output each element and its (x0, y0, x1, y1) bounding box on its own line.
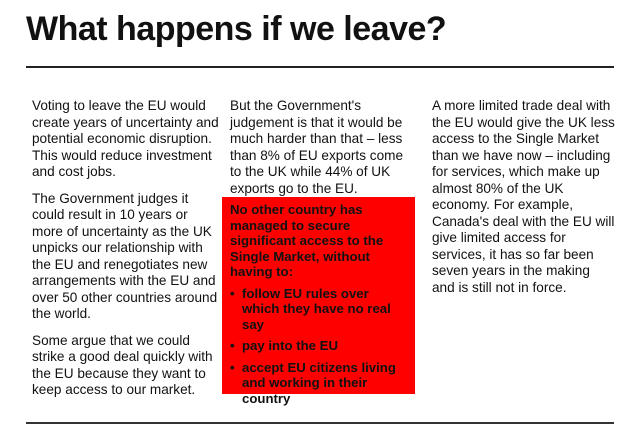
bullet-icon: • (230, 285, 235, 301)
bullet-icon: • (230, 359, 235, 375)
callout-bullet-item (230, 360, 409, 407)
paragraph-government-judgement: But the Government's judgement is that it would be much harder than that – less than 8% of EU exports come to the UK while 44% of UK exports go to the EU. (230, 98, 404, 196)
callout-bullet-list (230, 286, 409, 407)
paragraph-uncertainty: Voting to leave the EU would create years of uncertainty and potential economic disruption. This would reduce investment and cost jobs. (32, 98, 219, 179)
callout-box (222, 197, 415, 406)
callout-bullet-text: follow EU rules over which they have no real say (242, 285, 391, 332)
paragraph-some-argue: Some argue that we could strike a good deal quickly with the EU because they want to keep access to our market. (32, 332, 213, 397)
callout-heading: No other country has managed to secure significant access to the Single Market, without having to: (230, 202, 384, 279)
callout-bullet-text: pay into the EU (242, 338, 338, 353)
bottom-divider (26, 422, 614, 424)
bullet-icon: • (230, 338, 235, 353)
column-left (32, 98, 220, 409)
title-divider (26, 66, 614, 68)
callout-bullet-item (230, 338, 409, 354)
column-right (432, 98, 616, 306)
page-title: What happens if we leave? (26, 10, 447, 48)
column-middle (230, 98, 412, 207)
callout-bullet-item (230, 286, 409, 333)
paragraph-government-judges: The Government judges it could result in 10 years or more of uncertainty as the UK unpicks our relationship with the EU and renegotiates new arrangements with the EU and over 50 other countries around the world. (32, 190, 218, 321)
callout-bullet-text: accept EU citizens living and working in their country (242, 359, 396, 406)
paragraph-limited-trade-deal: A more limited trade deal with the EU would give the UK less access to the Single Market than we have now – including for services, which make up almost 80% of the UK economy. For example, Canada's deal with the EU will give limited access for services, it has so far been seven years in the making and is still not in force. (432, 98, 615, 295)
